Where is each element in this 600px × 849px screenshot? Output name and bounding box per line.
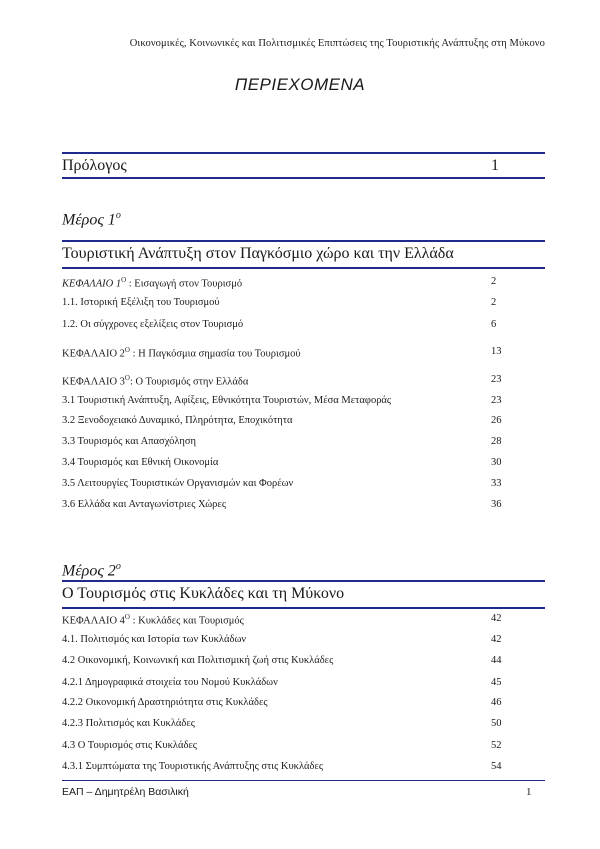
toc-entry-label: 4.2.1 Δημογραφικά στοιχεία του Νομού Κυκλάδων xyxy=(62,677,278,688)
toc-entry-page: 2 xyxy=(491,297,497,308)
toc-entry-page: 28 xyxy=(491,436,502,447)
toc-entry-label: 3.6 Ελλάδα και Ανταγωνίστριες Χώρες xyxy=(62,499,226,510)
toc-entry-label: 3.3 Τουρισμός και Απασχόληση xyxy=(62,436,197,447)
toc-entry-page: 23 xyxy=(491,374,502,385)
toc-entry[interactable] xyxy=(62,415,517,429)
toc-entry-label: Πρόλογος xyxy=(62,157,127,174)
toc-entry[interactable] xyxy=(62,697,517,711)
toc-entry-page: 33 xyxy=(491,478,502,489)
toc-entry-page: 46 xyxy=(491,697,502,708)
toc-entry-label: 1.2. Οι σύγχρονες εξελίξεις στον Τουρισμό xyxy=(62,319,244,330)
page-title: ΠΕΡΙΕΧΟΜΕΝΑ xyxy=(234,75,366,94)
part-1-top-rule xyxy=(62,240,545,242)
part-2-label: Μέρος $2^o$ xyxy=(62,561,121,580)
toc-entry-page: 6 xyxy=(491,319,497,330)
toc-entry-page: 44 xyxy=(491,655,502,666)
footer-page-number: 1 xyxy=(526,786,532,798)
toc-entry-page: 23 xyxy=(491,395,502,406)
toc-entry-page: 30 xyxy=(491,457,502,468)
toc-entry[interactable] xyxy=(62,297,517,311)
toc-entry-label: ΚΕΦΑΛΑΙΟ $3^O$: Ο Τουρισμός στην Ελλάδα xyxy=(62,374,249,388)
toc-entry-label: ΚΕΦΑΛΑΙΟ $1^O$ : Εισαγωγή στον Τουρισμό xyxy=(62,276,243,290)
toc-entry[interactable] xyxy=(62,457,517,471)
toc-entry-page: 54 xyxy=(491,761,502,772)
footer-author: ΕΑΠ – Δημητρέλη Βασιλική xyxy=(62,786,189,798)
toc-entry-page: 50 xyxy=(491,718,502,729)
toc-entry-page: 26 xyxy=(491,415,502,426)
toc-entry-label: 4.1. Πολιτισμός και Ιστορία των Κυκλάδων xyxy=(62,634,247,645)
toc-entry-label: 4.2.3 Πολιτισμός και Κυκλάδες xyxy=(62,718,195,729)
toc-entry[interactable] xyxy=(62,718,517,732)
toc-entry[interactable] xyxy=(62,436,517,450)
toc-entry-page: 42 xyxy=(491,634,502,645)
toc-entry-label: 1.1. Ιστορική Εξέλιξη του Τουρισμού xyxy=(62,297,220,308)
toc-entry[interactable] xyxy=(62,478,517,492)
toc-entry-label: 3.4 Τουρισμός και Εθνική Οικονομία xyxy=(62,457,219,468)
toc-entry-label: 4.3.1 Συμπτώματα της Τουριστικής Ανάπτυξης στις Κυκλάδες xyxy=(62,761,324,772)
toc-entry-page: 13 xyxy=(491,346,502,357)
toc-entry-page: 36 xyxy=(491,499,502,510)
toc-entry[interactable] xyxy=(62,677,517,691)
footer-rule xyxy=(62,780,545,781)
part-2-top-rule xyxy=(62,580,545,582)
part-2-title: Ο Τουρισμός στις Κυκλάδες και τη Μύκονο xyxy=(62,583,545,609)
toc-entry[interactable] xyxy=(62,761,517,775)
toc-entry[interactable] xyxy=(62,319,517,333)
toc-entry-label: 3.2 Ξενοδοχειακό Δυναμικό, Πληρότητα, Εποχικότητα xyxy=(62,415,293,426)
toc-entry[interactable] xyxy=(62,499,517,513)
part-1-label: Μέρος $1^o$ xyxy=(62,210,121,229)
toc-entry-page: 1 xyxy=(491,157,499,174)
toc-entry[interactable] xyxy=(62,374,517,388)
toc-entry-label: 4.2 Οικονομική, Κοινωνική και Πολιτισμική ζωή στις Κυκλάδες xyxy=(62,655,334,666)
toc-entry-page: 42 xyxy=(491,613,502,624)
toc-entry[interactable] xyxy=(62,613,517,627)
toc-entry-label: 4.2.2 Οικονομική Δραστηριότητα στις Κυκλάδες xyxy=(62,697,268,708)
toc-entry[interactable] xyxy=(62,655,517,669)
toc-entry-label: 3.1 Τουριστική Ανάπτυξη, Αφίξεις, Εθνικότητα Τουριστών, Μέσα Μεταφοράς xyxy=(62,395,392,406)
toc-entry[interactable] xyxy=(62,346,517,360)
toc-entry-label: 4.3 Ο Τουρισμός στις Κυκλάδες xyxy=(62,740,197,751)
toc-entry-page: 2 xyxy=(491,276,497,287)
toc-entry[interactable] xyxy=(62,395,517,409)
toc-entry-label: ΚΕΦΑΛΑΙΟ $4^O$ : Κυκλάδες και Τουρισμός xyxy=(62,613,244,627)
toc-entry-prologue[interactable] xyxy=(62,152,545,179)
toc-entry-label: 3.5 Λειτουργίες Τουριστικών Οργανισμών και Φορέων xyxy=(62,478,294,489)
toc-entry[interactable] xyxy=(62,740,517,754)
toc-entry-page: 45 xyxy=(491,677,502,688)
running-header: Οικονομικές, Κοινωνικές και Πολιτισμικές Επιπτώσεις της Τουριστικής Ανάπτυξης στη Μύκονο xyxy=(129,38,545,49)
toc-entry[interactable] xyxy=(62,276,517,290)
toc-entry[interactable] xyxy=(62,634,517,648)
toc-entry-label: ΚΕΦΑΛΑΙΟ $2^O$ : Η Παγκόσμια σημασία του Τουρισμού xyxy=(62,346,301,360)
part-1-title: Τουριστική Ανάπτυξη στον Παγκόσμιο χώρο και την Ελλάδα xyxy=(62,243,545,269)
toc-entry-page: 52 xyxy=(491,740,502,751)
